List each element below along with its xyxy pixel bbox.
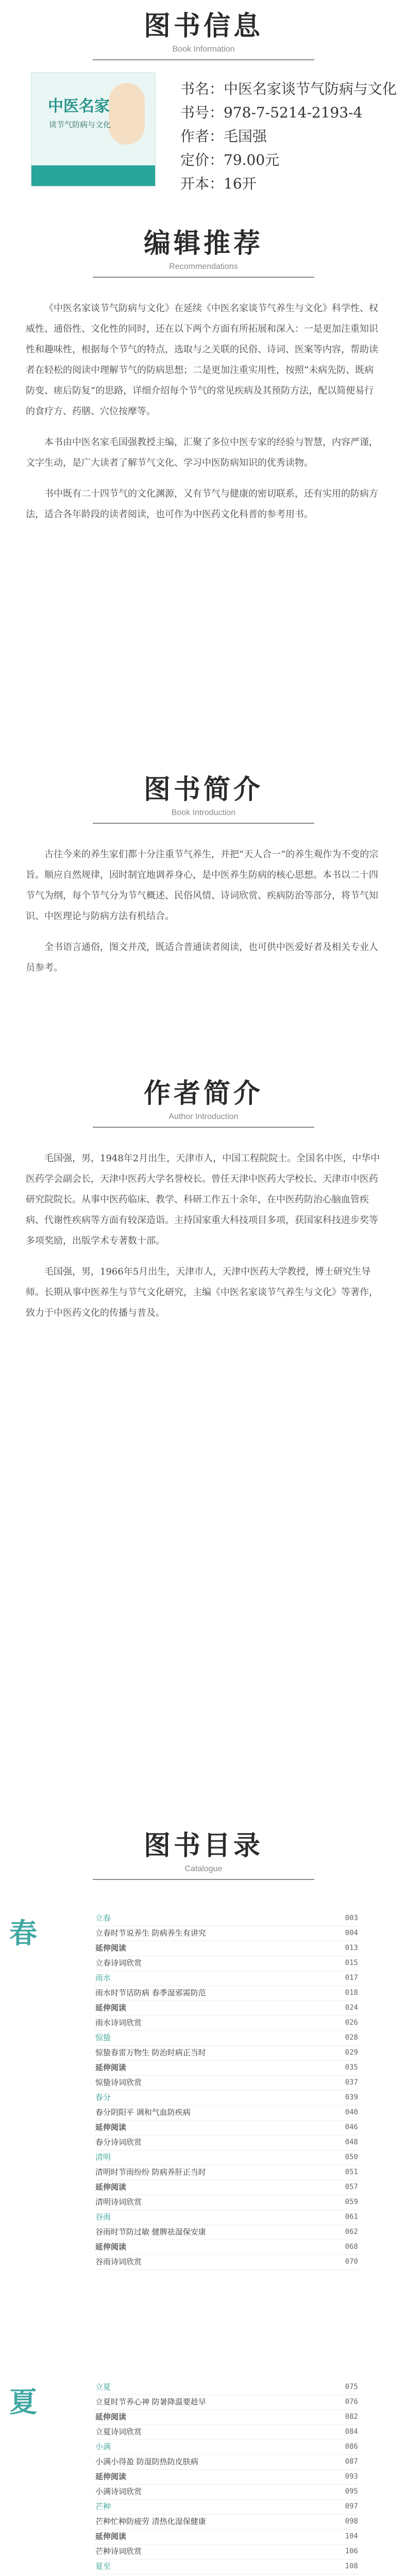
toc-entry-title: 延伸阅读 (95, 2063, 127, 2072)
toc-entry[interactable] (95, 2046, 358, 2061)
toc-list (95, 2380, 358, 2576)
toc-entry-page: 075 (345, 2383, 358, 2391)
cover-decoration (109, 83, 145, 145)
book-cover (31, 72, 156, 187)
divider (93, 59, 314, 60)
info-key: 书名： (180, 80, 224, 97)
toc-entry-title: 立夏诗词欣赏 (95, 2427, 142, 2436)
toc-entry-page: 018 (345, 1989, 358, 1997)
divider (93, 1127, 314, 1128)
toc-entry-title: 夏至 (95, 2562, 111, 2571)
toc-entry[interactable] (95, 2485, 358, 2500)
toc-entry-page: 015 (345, 1959, 358, 1967)
brief-section (0, 768, 407, 989)
toc-entry-title: 芒种忙种防疲劳 清热化湿保健康 (95, 2517, 206, 2526)
book-info-list (180, 77, 397, 196)
toc-entry[interactable] (95, 2515, 358, 2530)
info-value: 毛国强 (224, 128, 267, 145)
toc-entry[interactable] (95, 2410, 358, 2425)
toc-entry-page: 068 (345, 2243, 358, 2251)
toc-entry-page: 061 (345, 2213, 358, 2221)
toc-entry-title: 延伸阅读 (95, 1943, 127, 1953)
toc-entry-title: 春分诗词欣赏 (95, 2138, 142, 2147)
toc-entry[interactable] (95, 2455, 358, 2470)
toc-entry-page: 051 (345, 2168, 358, 2176)
toc-entry[interactable] (95, 1911, 358, 1926)
catalog-section (0, 1824, 407, 2571)
toc-entry-title: 春分 (95, 2093, 111, 2102)
divider (93, 823, 314, 824)
toc-entry[interactable] (95, 2210, 358, 2225)
toc-entry[interactable] (95, 2180, 358, 2195)
toc-entry-page: 084 (345, 2428, 358, 2436)
info-value: 中医名家谈节气防病与文化 (224, 80, 397, 97)
toc-entry-page: 098 (345, 2517, 358, 2526)
toc-entry-page: 003 (345, 1914, 358, 1922)
toc-entry-page: 050 (345, 2153, 358, 2161)
toc-entry-title: 芒种诗词欣赏 (95, 2547, 142, 2556)
author-title: 作者简介 (143, 1078, 263, 1109)
recommend-title: 编辑推荐 (143, 228, 263, 259)
info-key: 作者： (180, 128, 224, 145)
toc-entry[interactable] (95, 2195, 358, 2210)
toc-entry-title: 惊蛰春雷万物生 防治时病正当时 (95, 2048, 206, 2057)
toc-entry[interactable] (95, 2470, 358, 2485)
cover-band (31, 165, 155, 186)
toc-entry[interactable] (95, 1971, 358, 1986)
toc-entry-title: 立夏时节养心神 防暑降温要趁早 (95, 2397, 206, 2406)
season-label: 春 (9, 1917, 37, 1950)
toc-entry[interactable] (95, 2395, 358, 2410)
toc-entry[interactable] (95, 2076, 358, 2091)
paragraph: 毛国强，男，1948年2月出生，天津市人，中国工程院院士。全国名中医，中华中医药学会副会长，天津中医药大学名誉校长。曾任天津中医药大学校长、天津市中医药研究院院长。从事中医药临床、教学、科研工作五十余年，在中医药防治心脑血管疾病、代谢性疾病等方面有较深造诣。主持国家重大科技项目多项，获国家科技进步奖等多项奖励，出版学术专著数十部。 (26, 1153, 380, 1246)
toc-entry-title: 雨水 (95, 1973, 111, 1982)
season-label: 夏 (9, 2385, 37, 2418)
toc-entry[interactable] (95, 2165, 358, 2180)
catalog-title: 图书目录 (143, 1831, 263, 1861)
toc-entry[interactable] (95, 2121, 358, 2136)
toc-entry-title: 小满诗词欣赏 (95, 2487, 142, 2496)
toc-entry-title: 谷雨时节防过敏 健脾祛湿保安康 (95, 2227, 206, 2236)
toc-entry-title: 立夏 (95, 2382, 111, 2392)
toc-entry-page: 087 (345, 2458, 358, 2466)
toc-entry[interactable] (95, 1941, 358, 1956)
info-row-author (180, 125, 397, 148)
recommend-subtitle: Recommendations (169, 262, 238, 271)
toc-entry-page: 004 (345, 1929, 358, 1937)
info-row-price (180, 148, 397, 172)
paragraph: 书中既有二十四节气的文化渊源，又有节气与健康的密切联系，还有实用的防病方法，适合各年龄段的读者阅读，也可作为中医药文化科普的参考用书。 (26, 488, 378, 520)
toc-entry[interactable] (95, 2091, 358, 2106)
toc-entry-page: 106 (345, 2547, 358, 2555)
toc-entry-title: 延伸阅读 (95, 2003, 127, 2012)
recommend-section (0, 222, 407, 535)
toc-entry-title: 延伸阅读 (95, 2472, 127, 2481)
info-value: 16开 (224, 175, 257, 192)
toc-entry-title: 惊蛰 (95, 2033, 111, 2042)
toc-entry-page: 046 (345, 2123, 358, 2131)
toc-entry-page: 095 (345, 2487, 358, 2496)
toc-entry-page: 039 (345, 2093, 358, 2102)
toc-entry[interactable] (95, 2530, 358, 2545)
toc-entry-title: 清明诗词欣赏 (95, 2197, 142, 2207)
toc-entry-title: 谷雨 (95, 2212, 111, 2222)
toc-entry[interactable] (95, 2255, 358, 2270)
toc-entry-page: 024 (345, 2004, 358, 2012)
brief-body (26, 844, 381, 978)
toc-entry[interactable] (95, 2031, 358, 2046)
toc-entry-title: 延伸阅读 (95, 2412, 127, 2421)
toc-entry-page: 037 (345, 2078, 358, 2087)
toc-entry[interactable] (95, 1956, 358, 1971)
paragraph: 本书由中医名家毛国强教授主编，汇聚了多位中医专家的经验与智慧，内容严谨，文字生动，是广大读者了解节气文化、学习中医防病知识的优秀读物。 (26, 437, 378, 468)
toc-entry[interactable] (95, 1986, 358, 2001)
toc-entry[interactable] (95, 2560, 358, 2574)
divider (93, 1879, 314, 1880)
toc-entry-title: 雨水时节话防病 春季湿邪需防范 (95, 1988, 206, 1997)
toc-entry[interactable] (95, 2380, 358, 2395)
toc-entry-page: 029 (345, 2048, 358, 2057)
cover-title: 中医名家 (48, 97, 110, 115)
toc-entry[interactable] (95, 2061, 358, 2076)
toc-entry-page: 082 (345, 2413, 358, 2421)
toc-entry-title: 芒种 (95, 2502, 111, 2511)
toc-entry-title: 延伸阅读 (95, 2182, 127, 2192)
author-body (26, 1148, 381, 1324)
info-key: 书号： (180, 104, 224, 121)
author-section (0, 1072, 407, 1334)
toc-entry-title: 惊蛰诗词欣赏 (95, 2078, 142, 2087)
toc-entry-title: 谷雨诗词欣赏 (95, 2257, 142, 2266)
toc-entry[interactable] (95, 2500, 358, 2515)
toc-entry[interactable] (95, 2240, 358, 2255)
toc-entry-page: 057 (345, 2183, 358, 2191)
toc-entry[interactable] (95, 1926, 358, 1941)
toc-entry[interactable] (95, 2106, 358, 2121)
toc-entry-page: 035 (345, 2063, 358, 2072)
recommend-body (26, 298, 381, 525)
toc-entry-page: 104 (345, 2532, 358, 2540)
toc-entry-title: 延伸阅读 (95, 2123, 127, 2132)
divider (93, 277, 314, 278)
info-value: 79.00元 (224, 151, 280, 168)
toc-entry[interactable] (95, 2150, 358, 2165)
paragraph: 全书语言通俗，图文并茂，既适合普通读者阅读，也可供中医爱好者及相关专业人员参考。 (26, 942, 378, 973)
book-info-section (0, 0, 407, 216)
toc-entry-page: 059 (345, 2198, 358, 2206)
info-value: 978-7-5214-2193-4 (224, 104, 363, 121)
toc-entry-page: 040 (345, 2108, 358, 2116)
toc-entry[interactable] (95, 2425, 358, 2440)
toc-entry-title: 小满小得盈 防湿防热防皮肤病 (95, 2457, 198, 2466)
toc-entry-title: 春分阴阳平 调和气血防疾病 (95, 2108, 191, 2117)
toc-entry[interactable] (95, 2016, 358, 2031)
toc-entry-page: 062 (345, 2228, 358, 2236)
cover-subtitle: 谈节气防病与文化 (49, 120, 111, 129)
toc-entry-title: 延伸阅读 (95, 2532, 127, 2541)
toc-entry-page: 028 (345, 2033, 358, 2042)
toc-entry[interactable] (95, 2440, 358, 2455)
toc-entry[interactable] (95, 2545, 358, 2560)
toc-entry-title: 延伸阅读 (95, 2242, 127, 2251)
toc-entry[interactable] (95, 2225, 358, 2240)
toc-entry-page: 070 (345, 2258, 358, 2266)
toc-entry-title: 小满 (95, 2442, 111, 2451)
toc-entry-title: 清明 (95, 2153, 111, 2162)
paragraph: 《中医名家谈节气防病与文化》在延续《中医名家谈节气养生与文化》科学性、权威性、通俗性、文化性的同时，还在以下两个方面有所拓展和深入：一是更加注重知识性和趣味性，根据每个节气的特点，选取与之关联的民俗、诗词、医案等内容，帮助读者在轻松的阅读中理解节气的防病思想；二是更加注重实用性，按照“未病先防、既病防变、瘥后防复”的思路，详细介绍每个节气的常见疾病及其预防方法，配以简便易行的食疗方、药膳、穴位按摩等。 (26, 303, 378, 417)
brief-subtitle: Book Introduction (171, 808, 236, 817)
toc-entry-title: 立春时节说养生 防病养生有讲究 (95, 1928, 206, 1938)
info-row-format (180, 172, 397, 196)
brief-title: 图书简介 (143, 774, 263, 805)
toc-entry-title: 立春 (95, 1913, 111, 1923)
toc-entry-page: 013 (345, 1944, 358, 1952)
toc-list (95, 1911, 358, 2270)
toc-entry-title: 雨水诗词欣赏 (95, 2018, 142, 2027)
toc-entry-page: 108 (345, 2562, 358, 2570)
paragraph: 古往今来的养生家们都十分注重节气养生，并把“天人合一”的养生观作为不变的宗旨。顺应自然规律，因时制宜地调养身心，是中医养生防病的核心思想。本书以二十四节气为纲，每个节气分为节气概述、民俗风情、诗词欣赏、疾病防治等部分，将节气知识、中医理论与防病方法有机结合。 (26, 849, 379, 922)
toc-entry-title: 清明时节雨纷纷 防病养肝正当时 (95, 2167, 206, 2177)
toc-entry[interactable] (95, 2136, 358, 2150)
info-row-isbn (180, 101, 397, 125)
toc-entry[interactable] (95, 2001, 358, 2016)
info-key: 定价： (180, 151, 224, 168)
paragraph: 毛国强，男，1966年5月出生，天津市人，天津中医药大学教授，博士研究生导师。长期从事中医养生与节气文化研究，主编《中医名家谈节气养生与文化》等著作，致力于中医药文化的传播与普及。 (26, 1266, 378, 1318)
catalog-subtitle: Catalogue (184, 1865, 223, 1873)
toc-entry-title: 立春诗词欣赏 (95, 1958, 142, 1968)
info-row-title (180, 77, 397, 101)
toc-entry-page: 093 (345, 2472, 358, 2481)
toc-entry-page: 086 (345, 2443, 358, 2451)
toc-entry-page: 048 (345, 2138, 358, 2146)
toc-entry-page: 026 (345, 2019, 358, 2027)
book-info-subtitle: Book Information (172, 45, 235, 54)
author-subtitle: Author Introduction (168, 1112, 239, 1121)
book-info-title: 图书信息 (143, 11, 263, 42)
info-key: 开本： (180, 175, 224, 192)
toc-entry-page: 097 (345, 2502, 358, 2511)
toc-entry-page: 017 (345, 1974, 358, 1982)
toc-entry-page: 076 (345, 2398, 358, 2406)
